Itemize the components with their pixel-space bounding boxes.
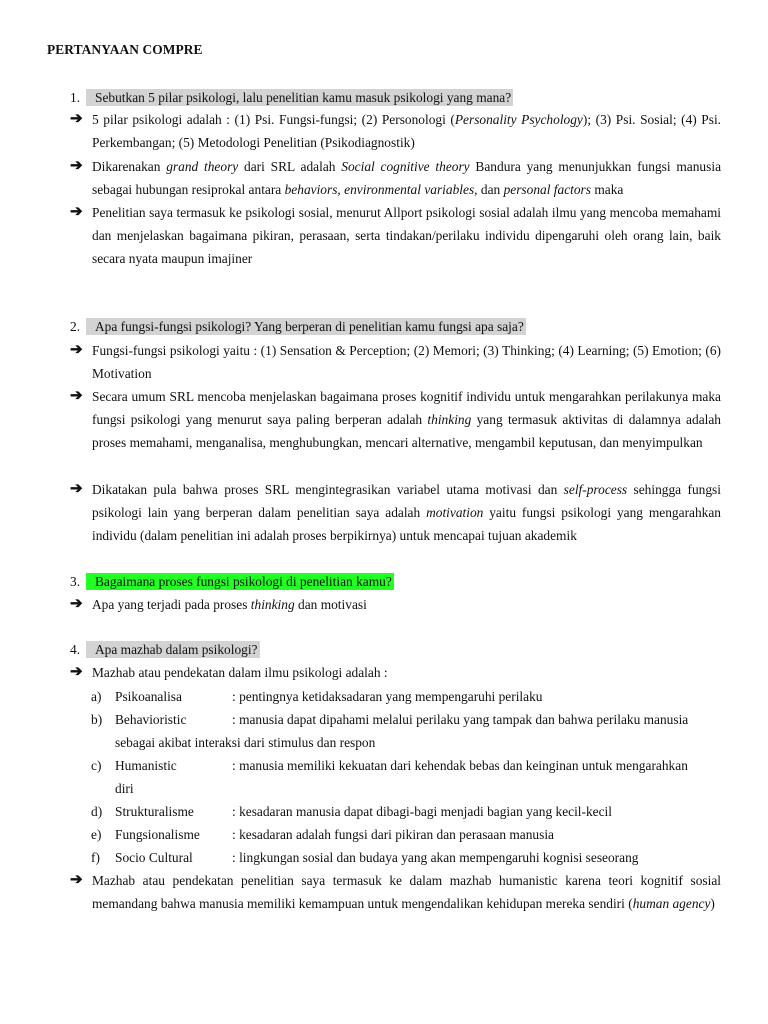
list-item (91, 685, 721, 708)
list-letter: c) (91, 758, 102, 773)
answer-bullet (70, 478, 721, 548)
list-term: Fungsionalisme (115, 827, 200, 842)
list-description: : kesadaran manusia dapat dibagi-bagi menjadi bagian yang kecil-kecil (232, 804, 612, 819)
question-text: Apa fungsi-fungsi psikologi? Yang berperan di penelitian kamu fungsi apa saja? (86, 318, 526, 335)
list-term: Strukturalisme (115, 804, 194, 819)
arrow-icon: ➔ (70, 596, 83, 612)
answer-bullet (70, 593, 721, 616)
answer-text: Secara umum SRL mencoba menjelaskan bagaimana proses kognitif individu untuk mengarahkan perilakunya maka fungsi psikologi yang menurut saya paling berperan adalah thinking yang termasuk aktivitas di dalamnya adalah proses memahami, menganalisa, menghubungkan, mencari alternative, mengambil keputusan, dan menyimpulkan (92, 389, 721, 451)
list-item (91, 846, 721, 869)
arrow-icon: ➔ (70, 872, 83, 888)
arrow-icon: ➔ (70, 388, 83, 404)
list-term: Humanistic (115, 758, 177, 773)
question-4 (70, 640, 260, 659)
list-item (91, 754, 721, 800)
list-description-continued: sebagai akibat interaksi dari stimulus dan respon (115, 735, 376, 751)
list-description-continued: diri (115, 781, 134, 797)
answer-bullet (70, 385, 721, 455)
list-letter: b) (91, 712, 103, 727)
list-term: Behavioristic (115, 712, 187, 727)
list-letter: e) (91, 827, 102, 842)
list-description: : manusia memiliki kekuatan dari kehendak bebas dan keinginan untuk mengarahkan (232, 758, 688, 773)
question-text: Apa mazhab dalam psikologi? (86, 641, 260, 658)
answer-bullet (70, 661, 721, 684)
arrow-icon: ➔ (70, 481, 83, 497)
list-description: : pentingnya ketidaksadaran yang mempengaruhi perilaku (232, 689, 543, 704)
answer-bullet (70, 201, 721, 271)
arrow-icon: ➔ (70, 204, 83, 220)
answer-bullet (70, 155, 721, 201)
answer-text: Mazhab atau pendekatan dalam ilmu psikologi adalah : (92, 665, 388, 680)
arrow-icon: ➔ (70, 342, 83, 358)
answer-bullet (70, 108, 721, 154)
document-title: PERTANYAAN COMPRE (47, 42, 203, 57)
list-item (91, 708, 721, 754)
list-letter: a) (91, 689, 102, 704)
list-term: Socio Cultural (115, 850, 193, 865)
answer-bullet (70, 339, 721, 385)
list-description: : kesadaran adalah fungsi dari pikiran dan perasaan manusia (232, 827, 554, 842)
answer-text: Fungsi-fungsi psikologi yaitu : (1) Sensation & Perception; (2) Memori; (3) Thinking; (4) Learning; (5) Emotion; (6) Motivation (92, 343, 721, 382)
list-letter: f) (91, 850, 100, 865)
answer-text: Penelitian saya termasuk ke psikologi sosial, menurut Allport psikologi sosial adalah ilmu yang mencoba memahami dan menjelaskan bagaimana pikiran, perasaan, serta tindakan/perilaku individu dipengaruhi oleh orang lain, baik secara nyata maupun imajiner (92, 205, 721, 267)
answer-text: 5 pilar psikologi adalah : (1) Psi. Fungsi-fungsi; (2) Personologi (Personality Psychology); (3) Psi. Sosial; (4) Psi. Perkembangan; (5) Metodologi Penelitian (Psikodiagnostik) (92, 112, 722, 151)
answer-text: Dikarenakan grand theory dari SRL adalah Social cognitive theory Bandura yang menunjukkan fungsi manusia sebagai hubungan resiprokal antara behaviors, environmental variables, dan personal factors maka (92, 159, 722, 198)
arrow-icon: ➔ (70, 111, 83, 127)
question-number: 4. (70, 642, 81, 657)
answer-bullet (70, 869, 721, 915)
list-item (91, 800, 721, 823)
question-text: Sebutkan 5 pilar psikologi, lalu penelitian kamu masuk psikologi yang mana? (86, 89, 513, 106)
answer-text: Dikatakan pula bahwa proses SRL mengintegrasikan variabel utama motivasi dan self-process sehingga fungsi psikologi lain yang berperan dalam penelitian saya adalah motivation yaitu fungsi psikologi yang mengarahkan individu (dalam penelitian ini adalah proses berpikirnya) untuk mencapai tujuan akademik (92, 482, 722, 544)
question-1 (70, 88, 513, 107)
question-number: 2. (70, 319, 81, 334)
question-text: Bagaimana proses fungsi psikologi di penelitian kamu? (86, 573, 394, 590)
question-2 (70, 317, 526, 336)
question-3 (70, 572, 394, 591)
arrow-icon: ➔ (70, 158, 83, 174)
list-term: Psikoanalisa (115, 689, 182, 704)
list-item (91, 823, 721, 846)
list-description: : manusia dapat dipahami melalui perilaku yang tampak dan bahwa perilaku manusia (232, 712, 689, 727)
answer-text: Mazhab atau pendekatan penelitian saya termasuk ke dalam mazhab humanistic karena teori kognitif sosial memandang bahwa manusia memiliki kemampuan untuk mengendalikan kehidupan mereka sendiri (human agency) (92, 873, 721, 912)
question-number: 1. (70, 90, 81, 105)
question-number: 3. (70, 574, 81, 589)
answer-text: Apa yang terjadi pada proses thinking dan motivasi (92, 597, 367, 612)
arrow-icon: ➔ (70, 664, 83, 680)
list-description: : lingkungan sosial dan budaya yang akan mempengaruhi kognisi seseorang (232, 850, 639, 865)
list-letter: d) (91, 804, 103, 819)
